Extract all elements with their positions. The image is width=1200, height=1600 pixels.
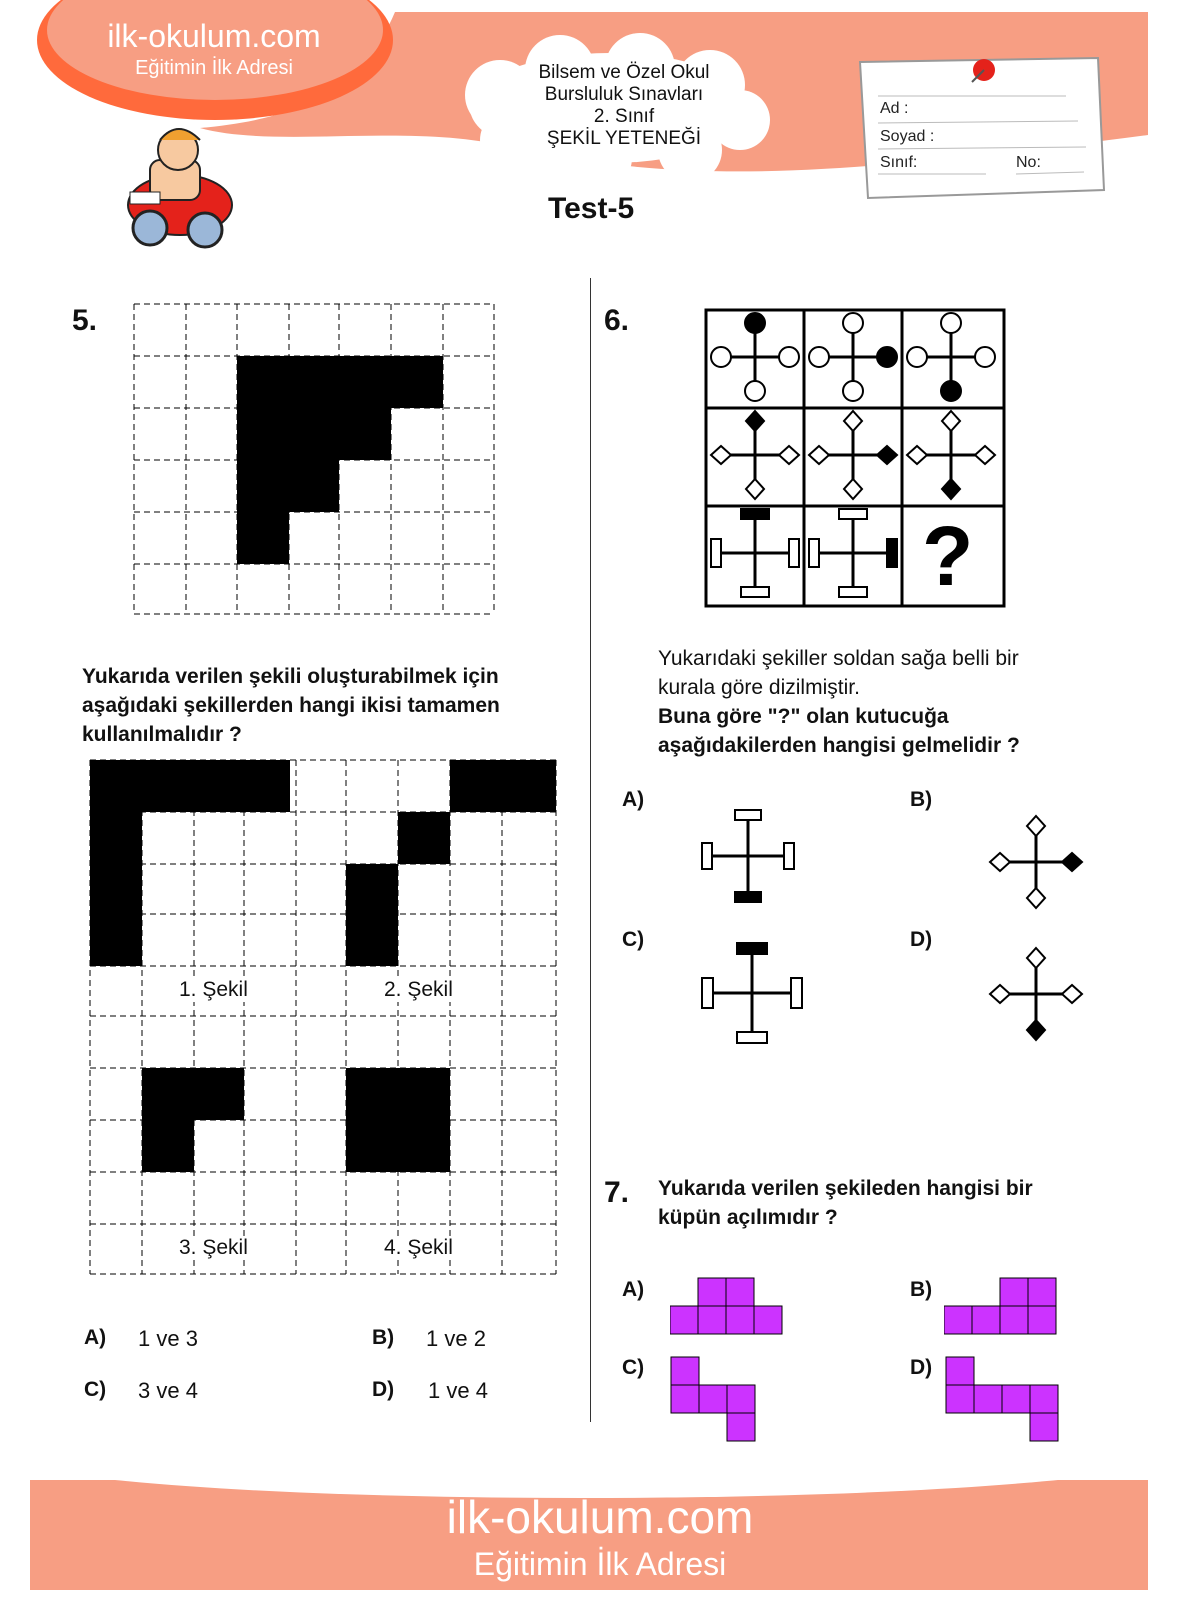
q7-option-b-net[interactable]: [944, 1276, 1060, 1336]
shape-label-2: 2. Şekil: [380, 978, 457, 1002]
number-field-label: No:: [1016, 154, 1041, 171]
q6-text-bold-line: Buna göre "?" olan kutucuğa: [658, 705, 949, 728]
q7-option-b-letter[interactable]: B): [910, 1278, 933, 1301]
footer-slogan: Eğitimin İlk Adresi: [473, 1546, 727, 1582]
name-field-label: Ad :: [880, 100, 909, 117]
q7-text-line: küpün açılımıdır ?: [658, 1206, 838, 1229]
q6-text-bold-line: aşağıdakilerden hangisi gelmelidir ?: [658, 734, 1020, 757]
q5-option-a-letter[interactable]: A): [84, 1326, 107, 1349]
shape-label-3: 3. Şekil: [175, 1236, 252, 1260]
question-5-text: Yukarıda verilen şekili oluşturabilmek için aşağıdaki şekillerden hangi ikisi tamamen kullanılmalıdır ?: [82, 665, 500, 746]
exam-line: ŞEKİL YETENEĞİ: [546, 128, 702, 149]
brand-site: ilk-okulum.com: [107, 18, 321, 54]
shape-label-1: 1. Şekil: [175, 978, 252, 1002]
q6-option-a-letter[interactable]: A): [622, 788, 645, 811]
shape-label-4: 4. Şekil: [380, 1236, 457, 1260]
question-mark: ?: [922, 509, 974, 603]
q7-option-d-letter[interactable]: D): [910, 1356, 933, 1379]
exam-line: 2. Sınıf: [593, 106, 655, 127]
shape-2-part: [346, 864, 398, 966]
q6-option-a-figure[interactable]: [700, 806, 796, 906]
question-5-number: 5.: [72, 304, 98, 337]
q6-text-line: kurala göre dizilmiştir.: [658, 676, 860, 699]
q6-option-b-figure[interactable]: [986, 812, 1086, 912]
q7-option-d-net[interactable]: [944, 1356, 1062, 1444]
shape-2-part: [398, 812, 450, 864]
question-6-number: 6.: [604, 304, 630, 337]
brand-logo[interactable]: [44, 18, 384, 80]
question-6-text: [658, 644, 1128, 760]
q5-option-c-letter[interactable]: C): [84, 1378, 107, 1401]
q7-option-a-letter[interactable]: A): [622, 1278, 645, 1301]
surname-field-label: Soyad :: [880, 128, 935, 145]
footer-site[interactable]: ilk-okulum.com: [446, 1491, 754, 1543]
shape-2-part: [450, 760, 556, 812]
q5-option-b-letter[interactable]: B): [372, 1326, 395, 1349]
column-divider: [590, 278, 591, 1422]
test-title: Test-5: [548, 192, 635, 225]
q5-target-figure: [130, 300, 502, 620]
q6-option-c-figure[interactable]: [700, 940, 804, 1046]
exam-line: Bilsem ve Özel Okul: [538, 62, 710, 83]
shape-1: [90, 760, 290, 966]
q7-text-line: Yukarıda verilen şekileden hangisi bir: [658, 1177, 1033, 1200]
q5-option-c-value[interactable]: 3 ve 4: [138, 1378, 198, 1403]
q5-option-d-letter[interactable]: D): [372, 1378, 395, 1401]
q5-shapes-grid: [86, 756, 560, 1282]
q5-option-b-value[interactable]: 1 ve 2: [426, 1326, 486, 1351]
class-field-label: Sınıf:: [880, 154, 918, 171]
q6-text-line: Yukarıdaki şekiller soldan sağa belli bir: [658, 647, 1019, 670]
q5-option-d-value[interactable]: 1 ve 4: [428, 1378, 488, 1403]
question-7-number: 7.: [604, 1176, 630, 1209]
q6-option-d-letter[interactable]: D): [910, 928, 933, 951]
q7-option-c-letter[interactable]: C): [622, 1356, 645, 1379]
q7-option-c-net[interactable]: [670, 1356, 760, 1444]
q5-option-a-value[interactable]: 1 ve 3: [138, 1326, 198, 1351]
q6-option-d-figure[interactable]: [986, 944, 1086, 1044]
q6-option-b-letter[interactable]: B): [910, 788, 933, 811]
brand-slogan: Eğitimin İlk Adresi: [135, 57, 293, 79]
exam-line: Bursluluk Sınavları: [544, 84, 704, 105]
exam-title: [506, 62, 742, 150]
q6-option-c-letter[interactable]: C): [622, 928, 645, 951]
question-7-text: [658, 1174, 1128, 1232]
q7-option-a-net[interactable]: [670, 1276, 786, 1336]
